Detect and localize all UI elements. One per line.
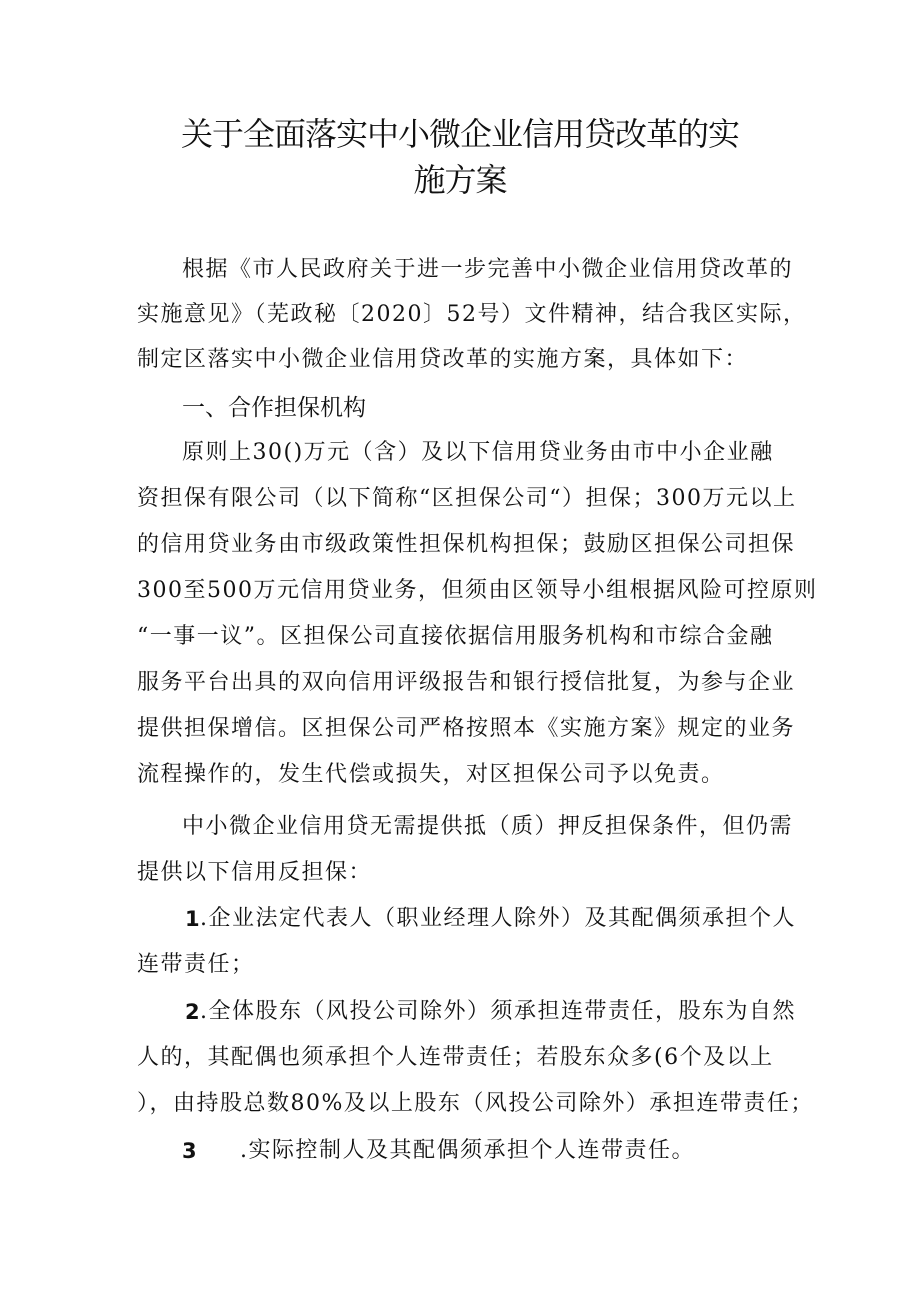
paragraph-line: 资担保有限公司（以下简称“区担保公司“）担保；300万元以上	[137, 486, 797, 511]
paragraph-line: 流程操作的，发生代偿或损失，对区担保公司予以免责。	[137, 762, 725, 787]
list-item-text: ），由持股总数80%及以上股东（风投公司除外）承担连带责任；	[137, 1091, 814, 1116]
list-item-text: .实际控制人及其配偶须承担个人连带责任。	[240, 1138, 695, 1163]
paragraph-line: 中小微企业信用贷无需提供抵（质）押反担保条件，但仍需	[182, 814, 794, 839]
paragraph-line: 300至500万元信用贷业务，但须由区领导小组根据风险可控原则	[137, 578, 818, 603]
list-item-text: 连带责任；	[137, 952, 255, 977]
list-item-number: 2	[185, 1000, 200, 1024]
paragraph-line: 提供担保增信。区担保公司严格按照本《实施方案》规定的业务	[137, 716, 796, 741]
intro-line-1: 根据《市人民政府关于进一步完善中小微企业信用贷改革的	[182, 257, 794, 282]
list-item-text: 人的，其配偶也须承担个人连带责任；若股东众多(6个及以上	[137, 1045, 774, 1070]
list-item-text: .全体股东（风投公司除外）须承担连带责任，股东为自然	[200, 999, 796, 1024]
paragraph-line: 提供以下信用反担保：	[137, 860, 373, 885]
section-heading: 一、合作担保机构	[182, 395, 366, 421]
document-title-line-1: 关于全面落实中小微企业信用贷改革的实	[180, 115, 739, 153]
paragraph-line: “一事一议”。区担保公司直接依据信用服务机构和市综合金融	[137, 624, 774, 649]
paragraph-line: 原则上30()万元（含）及以下信用贷业务由市中小企业融	[182, 440, 774, 465]
paragraph-line: 的信用贷业务由市级政策性担保机构担保；鼓励区担保公司担保	[137, 532, 796, 557]
list-item-text: .企业法定代表人（职业经理人除外）及其配偶须承担个人	[200, 906, 796, 931]
list-item-number: 1	[185, 907, 200, 931]
document-title-line-2: 施方案	[413, 161, 507, 199]
intro-line-2: 实施意见》（芜政秘〔2020〕52号）文件精神，结合我区实际，	[137, 302, 807, 327]
list-item-number: 3	[182, 1139, 197, 1163]
intro-line-3: 制定区落实中小微企业信用贷改革的实施方案，具体如下：	[137, 347, 749, 372]
paragraph-line: 服务平台出具的双向信用评级报告和银行授信批复，为参与企业	[137, 670, 796, 695]
